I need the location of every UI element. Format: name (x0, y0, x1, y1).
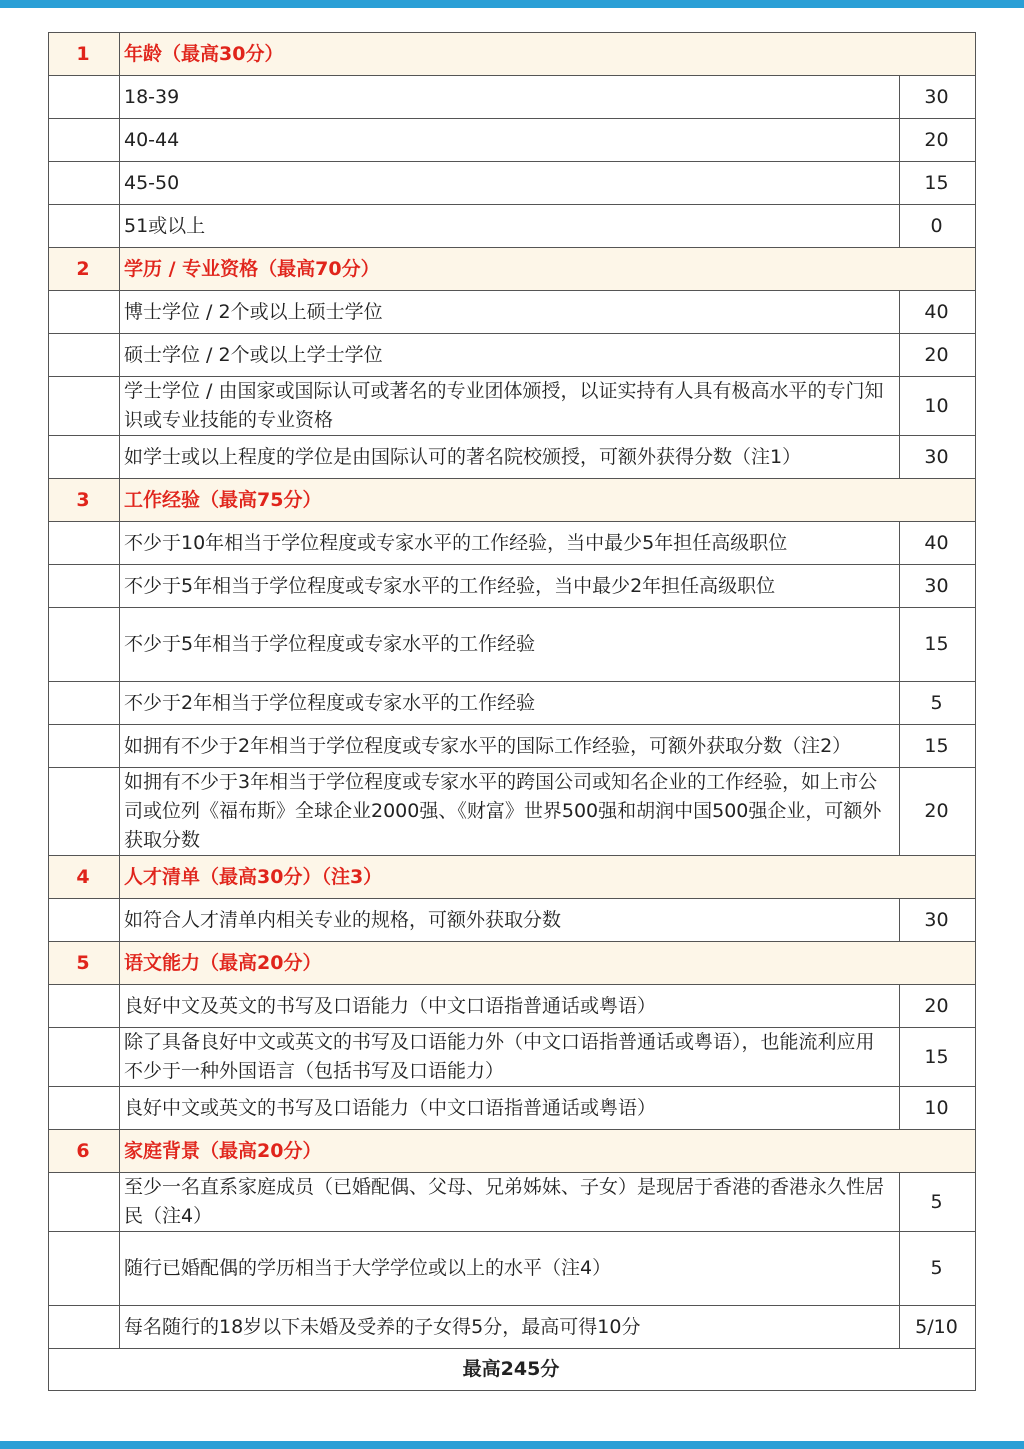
section-header-row (49, 1130, 976, 1173)
total-points: 最高245分 (49, 1349, 976, 1391)
criterion-description: 不少于5年相当于学位程度或专家水平的工作经验，当中最少2年担任高级职位 (120, 565, 900, 608)
criterion-row (49, 522, 976, 565)
empty-index-cell (49, 682, 120, 725)
section-title: 家庭背景（最高20分） (120, 1130, 976, 1173)
empty-index-cell (49, 768, 120, 856)
criterion-row (49, 334, 976, 377)
empty-index-cell (49, 1087, 120, 1130)
criterion-points: 15 (899, 725, 975, 768)
criterion-points: 0 (899, 205, 975, 248)
criterion-description: 45-50 (120, 162, 900, 205)
bottom-accent-bar (0, 1441, 1024, 1449)
criterion-points: 10 (899, 1087, 975, 1130)
empty-index-cell (49, 1028, 120, 1087)
criterion-description: 除了具备良好中文或英文的书写及口语能力外（中文口语指普通话或粤语），也能流利应用不少于一种外国语言（包括书写及口语能力） (120, 1028, 900, 1087)
criterion-points: 40 (899, 291, 975, 334)
total-row (49, 1349, 976, 1391)
criterion-description: 如学士或以上程度的学位是由国际认可的著名院校颁授，可额外获得分数（注1） (120, 436, 900, 479)
criterion-description: 随行已婚配偶的学历相当于大学学位或以上的水平（注4） (120, 1232, 900, 1306)
criterion-row (49, 985, 976, 1028)
criterion-points: 30 (899, 899, 975, 942)
empty-index-cell (49, 1232, 120, 1306)
section-title: 人才清单（最高30分）（注3） (120, 856, 976, 899)
empty-index-cell (49, 119, 120, 162)
section-number: 3 (49, 479, 120, 522)
empty-index-cell (49, 1306, 120, 1349)
criterion-points: 20 (899, 119, 975, 162)
empty-index-cell (49, 205, 120, 248)
criterion-points: 5 (899, 682, 975, 725)
section-title: 语文能力（最高20分） (120, 942, 976, 985)
section-header-row (49, 942, 976, 985)
criterion-description: 51或以上 (120, 205, 900, 248)
criterion-row (49, 768, 976, 856)
empty-index-cell (49, 985, 120, 1028)
empty-index-cell (49, 899, 120, 942)
section-header-row (49, 248, 976, 291)
criterion-description: 至少一名直系家庭成员（已婚配偶、父母、兄弟姊妹、子女）是现居于香港的香港永久性居民（注4） (120, 1173, 900, 1232)
criterion-row (49, 119, 976, 162)
criterion-description: 如拥有不少于3年相当于学位程度或专家水平的跨国公司或知名企业的工作经验，如上市公司或位列《福布斯》全球企业2000强、《财富》世界500强和胡润中国500强企业，可额外获取分数 (120, 768, 900, 856)
criterion-row (49, 725, 976, 768)
empty-index-cell (49, 162, 120, 205)
criterion-description: 不少于2年相当于学位程度或专家水平的工作经验 (120, 682, 900, 725)
criterion-points: 10 (899, 377, 975, 436)
criterion-description: 学士学位 / 由国家或国际认可或著名的专业团体颁授，以证实持有人具有极高水平的专门知识或专业技能的专业资格 (120, 377, 900, 436)
empty-index-cell (49, 1173, 120, 1232)
section-number: 1 (49, 33, 120, 76)
empty-index-cell (49, 334, 120, 377)
criterion-description: 博士学位 / 2个或以上硕士学位 (120, 291, 900, 334)
criterion-points: 5 (899, 1173, 975, 1232)
criterion-points: 20 (899, 985, 975, 1028)
criterion-description: 硕士学位 / 2个或以上学士学位 (120, 334, 900, 377)
criterion-description: 每名随行的18岁以下未婚及受养的子女得5分，最高可得10分 (120, 1306, 900, 1349)
criterion-points: 15 (899, 162, 975, 205)
criterion-description: 如符合人才清单内相关专业的规格，可额外获取分数 (120, 899, 900, 942)
section-title: 学历 / 专业资格（最高70分） (120, 248, 976, 291)
criterion-row (49, 899, 976, 942)
criterion-points: 5/10 (899, 1306, 975, 1349)
criterion-points: 5 (899, 1232, 975, 1306)
criterion-description: 良好中文或英文的书写及口语能力（中文口语指普通话或粤语） (120, 1087, 900, 1130)
criterion-description: 不少于5年相当于学位程度或专家水平的工作经验 (120, 608, 900, 682)
criterion-points: 30 (899, 436, 975, 479)
empty-index-cell (49, 436, 120, 479)
section-number: 4 (49, 856, 120, 899)
criterion-row (49, 682, 976, 725)
criterion-description: 40-44 (120, 119, 900, 162)
points-table (48, 32, 976, 1391)
criterion-row (49, 205, 976, 248)
criterion-row (49, 291, 976, 334)
criterion-points: 30 (899, 76, 975, 119)
criterion-points: 20 (899, 334, 975, 377)
criterion-points: 30 (899, 565, 975, 608)
section-number: 5 (49, 942, 120, 985)
criterion-points: 20 (899, 768, 975, 856)
empty-index-cell (49, 608, 120, 682)
criterion-row (49, 1306, 976, 1349)
criterion-row (49, 1087, 976, 1130)
criterion-description: 不少于10年相当于学位程度或专家水平的工作经验，当中最少5年担任高级职位 (120, 522, 900, 565)
section-title: 年龄（最高30分） (120, 33, 976, 76)
criterion-row (49, 565, 976, 608)
section-header-row (49, 479, 976, 522)
criterion-row (49, 1028, 976, 1087)
criterion-points: 15 (899, 1028, 975, 1087)
criterion-row (49, 436, 976, 479)
empty-index-cell (49, 522, 120, 565)
criterion-row (49, 162, 976, 205)
criterion-row (49, 1232, 976, 1306)
criterion-row (49, 76, 976, 119)
section-title: 工作经验（最高75分） (120, 479, 976, 522)
section-header-row (49, 33, 976, 76)
empty-index-cell (49, 291, 120, 334)
criterion-description: 如拥有不少于2年相当于学位程度或专家水平的国际工作经验，可额外获取分数（注2） (120, 725, 900, 768)
criterion-points: 40 (899, 522, 975, 565)
empty-index-cell (49, 565, 120, 608)
empty-index-cell (49, 725, 120, 768)
criterion-description: 18-39 (120, 76, 900, 119)
empty-index-cell (49, 377, 120, 436)
section-number: 2 (49, 248, 120, 291)
criterion-row (49, 377, 976, 436)
criterion-row (49, 1173, 976, 1232)
section-number: 6 (49, 1130, 120, 1173)
top-accent-bar (0, 0, 1024, 8)
criterion-description: 良好中文及英文的书写及口语能力（中文口语指普通话或粤语） (120, 985, 900, 1028)
criterion-points: 15 (899, 608, 975, 682)
criterion-row (49, 608, 976, 682)
section-header-row (49, 856, 976, 899)
empty-index-cell (49, 76, 120, 119)
